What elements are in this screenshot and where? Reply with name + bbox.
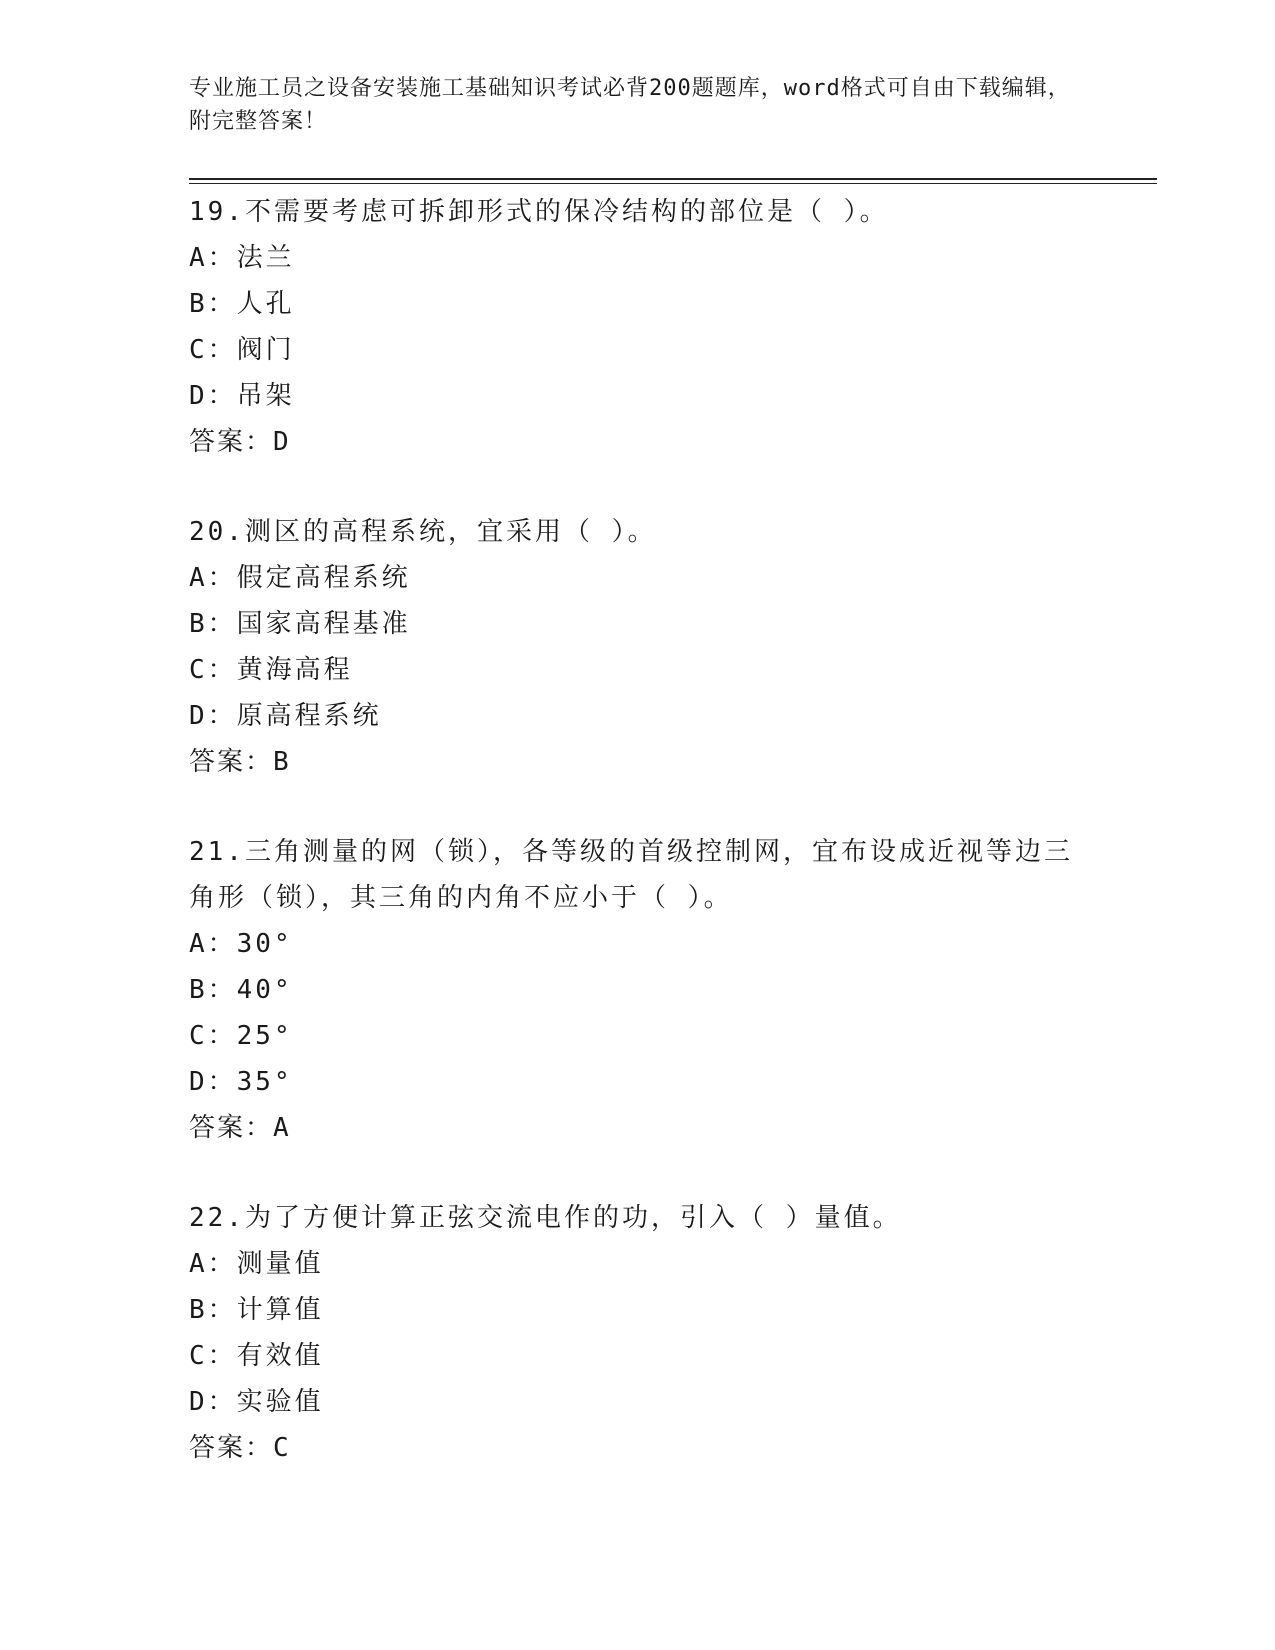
option-b: B：人孔: [189, 289, 295, 319]
question-stem-line-2: 角形（锁），其三角的内角不应小于（ ）。: [189, 883, 733, 913]
option-b: B：计算值: [189, 1295, 324, 1325]
question-20: [189, 509, 1089, 785]
document-header: 专业施工员之设备安装施工基础知识考试必背200题题库，word格式可自由下载编辑，附完整答案！: [189, 76, 1071, 134]
answer: 答案：A: [189, 1113, 291, 1143]
option-d: D：35°: [189, 1067, 293, 1097]
question-stem: 20.测区的高程系统，宜采用（ ）。: [189, 517, 657, 547]
answer: 答案：C: [189, 1433, 291, 1463]
answer: 答案：D: [189, 427, 291, 457]
option-d: D：实验值: [189, 1387, 324, 1417]
question-list: [189, 189, 1089, 1515]
option-a: A：30°: [189, 929, 293, 959]
option-c: C：25°: [189, 1021, 293, 1051]
option-d: D：吊架: [189, 381, 295, 411]
option-b: B：国家高程基准: [189, 609, 411, 639]
question-19: [189, 189, 1089, 465]
answer: 答案：B: [189, 747, 291, 777]
option-c: C：阀门: [189, 335, 295, 365]
question-21: [189, 829, 1089, 1151]
option-a: A：假定高程系统: [189, 563, 411, 593]
option-a: A：测量值: [189, 1249, 324, 1279]
question-stem: 22.为了方便计算正弦交流电作的功，引入（ ）量值。: [189, 1203, 902, 1233]
header-divider-thin: [189, 183, 1157, 184]
option-b: B：40°: [189, 975, 293, 1005]
option-a: A：法兰: [189, 243, 295, 273]
option-c: C：黄海高程: [189, 655, 353, 685]
option-d: D：原高程系统: [189, 701, 382, 731]
option-c: C：有效值: [189, 1341, 324, 1371]
question-stem-line-1: 21.三角测量的网（锁），各等级的首级控制网，宜布设成近视等边三: [189, 837, 1073, 867]
header-divider-thick: [189, 178, 1157, 180]
question-22: [189, 1195, 1089, 1471]
question-stem: 19.不需要考虑可拆卸形式的保冷结构的部位是（ ）。: [189, 197, 889, 227]
